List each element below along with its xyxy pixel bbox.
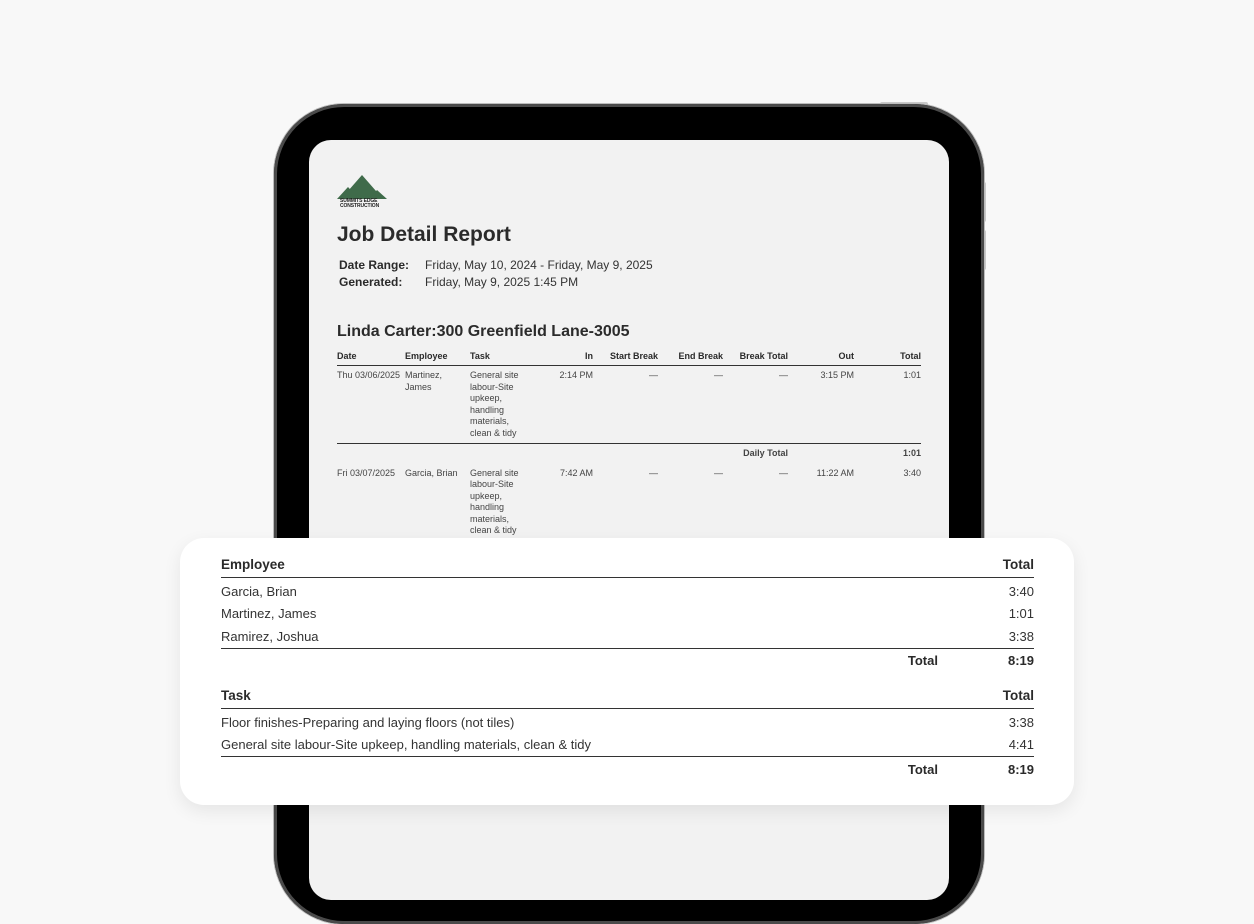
cell-total: 1:01 (903, 370, 921, 380)
cell-employee: Martinez, James (405, 370, 443, 392)
company-logo (337, 174, 389, 212)
employee-summary-table (221, 551, 1034, 673)
col-date: Date (337, 351, 405, 366)
date-range-value: Friday, May 10, 2024 - Friday, May 9, 2025 (425, 257, 653, 272)
job-detail-table (337, 351, 921, 541)
task-sum-label: Total (907, 761, 938, 777)
task-total: 3:38 (1008, 714, 1034, 730)
logo-line-2: CONSTRUCTION (340, 203, 380, 209)
col-task: Task (470, 351, 538, 366)
employee-name: Ramirez, Joshua (221, 628, 319, 644)
date-range-row (337, 256, 921, 273)
cell-task: General site labour-Site upkeep, handling materials, clean & tidy (470, 467, 519, 535)
generated-row (337, 273, 921, 290)
task-summary-total (221, 756, 1034, 781)
employee-name: Martinez, James (221, 606, 317, 622)
cell-end-break: — (714, 467, 723, 478)
list-item (221, 625, 1034, 648)
report-meta (337, 256, 921, 290)
col-total: Total (854, 351, 921, 366)
employee-total: 1:01 (1008, 606, 1034, 622)
col-in: In (538, 351, 593, 366)
cell-in: 2:14 PM (559, 370, 593, 380)
cell-in: 7:42 AM (559, 467, 593, 478)
task-total: 4:41 (1008, 737, 1034, 753)
date-range-label: Date Range: (339, 257, 410, 272)
col-out: Out (788, 351, 854, 366)
employee-total: 3:40 (1008, 583, 1034, 599)
col-start-break: Start Break (593, 351, 658, 366)
cell-date: Fri 03/07/2025 (337, 467, 396, 478)
generated-label: Generated: (339, 274, 403, 289)
cell-end-break: — (714, 370, 723, 380)
daily-total-value: 1:01 (854, 444, 921, 464)
cell-out: 11:22 AM (816, 467, 854, 478)
cell-break-total: — (779, 370, 788, 380)
employee-header-label: Employee (221, 556, 285, 572)
list-item (221, 580, 1034, 603)
cell-out: 3:15 PM (820, 370, 854, 380)
col-employee: Employee (405, 351, 470, 366)
generated-value: Friday, May 9, 2025 1:45 PM (425, 274, 579, 289)
task-sum-value: 8:19 (1007, 761, 1034, 777)
cell-total: 3:40 (903, 467, 921, 478)
employee-total: 3:38 (1008, 628, 1034, 644)
task-name: General site labour-Site upkeep, handling materials, clean & tidy (221, 737, 591, 753)
task-header-label: Task (221, 687, 251, 703)
employee-sum-label: Total (907, 653, 938, 668)
report-document (337, 174, 921, 541)
task-name: Floor finishes-Preparing and laying floors (not tiles) (221, 714, 515, 730)
employee-summary-total (221, 648, 1034, 673)
cell-start-break: — (649, 467, 658, 478)
table-row (337, 464, 921, 541)
list-item (221, 734, 1034, 757)
daily-total-row (337, 444, 921, 464)
table-row (337, 366, 921, 444)
cell-date: Thu 03/06/2025 (337, 370, 401, 380)
logo-line-1: SUMMITS EDGE (340, 198, 378, 204)
report-title: Job Detail Report (337, 223, 511, 246)
job-section-title: Linda Carter:300 Greenfield Lane-3005 (337, 323, 630, 340)
cell-break-total: — (779, 467, 788, 478)
employee-name: Garcia, Brian (221, 583, 297, 599)
task-summary-header (221, 682, 1034, 709)
employee-summary-header (221, 551, 1034, 578)
cell-employee: Garcia, Brian (405, 467, 458, 478)
employee-total-header: Total (1002, 556, 1034, 572)
cell-start-break: — (649, 370, 658, 380)
table-header-row (337, 351, 921, 366)
col-end-break: End Break (658, 351, 723, 366)
logo-text (340, 199, 379, 209)
task-summary-table (221, 682, 1034, 781)
cell-task: General site labour-Site upkeep, handling materials, clean & tidy (470, 370, 519, 438)
task-total-header: Total (1002, 687, 1034, 703)
list-item (221, 711, 1034, 734)
list-item (221, 603, 1034, 626)
summary-card (180, 538, 1074, 805)
daily-total-label: Daily Total (337, 444, 788, 464)
employee-sum-value: 8:19 (1007, 653, 1034, 668)
col-break-total: Break Total (723, 351, 788, 366)
mountain-logo-icon (337, 174, 389, 200)
